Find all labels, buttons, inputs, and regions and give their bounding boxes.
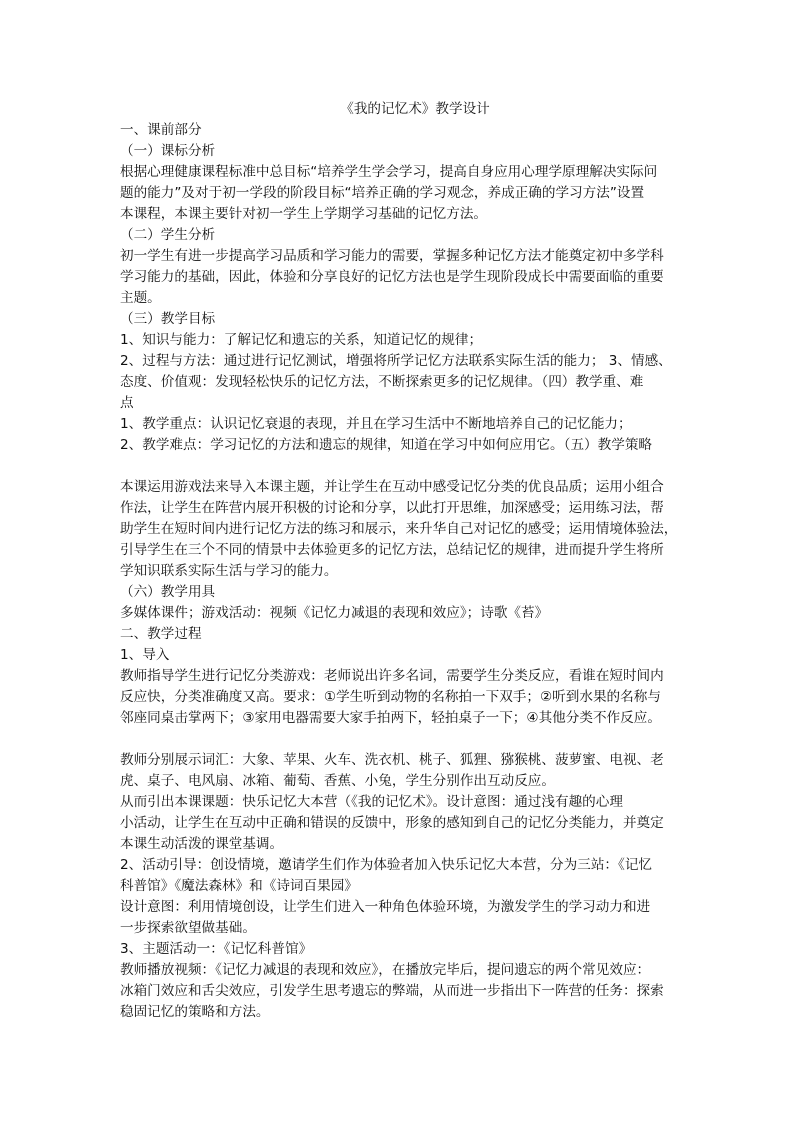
text-line: 多媒体课件；游戏活动：视频《记忆力减退的表现和效应》；诗歌《苔》 bbox=[120, 605, 549, 621]
text-line: 稳固记忆的策略和方法。 bbox=[120, 1004, 270, 1020]
text-line: 题的能力”及对于初一学段的阶段目标“培养正确的学习观念，养成正确的学习方法”设置 bbox=[120, 185, 645, 201]
text-line: 冰箱门效应和舌尖效应，引发学生思考遗忘的弊端，从而进一步指出下一阵营的任务：探索 bbox=[120, 983, 664, 999]
text-line: 主题。 bbox=[120, 290, 161, 306]
text-line: 根据心理健康课程标准中总目标“培养学生学会学习，提高自身应用心理学原理解决实际问 bbox=[120, 164, 658, 180]
document-body bbox=[120, 120, 680, 1023]
text-line: 教师指导学生进行记忆分类游戏：老师说出许多名词，需要学生分类反应，看谁在短时间内 bbox=[120, 668, 664, 684]
text-line: 学知识联系实际生活与学习的能力。 bbox=[120, 563, 338, 579]
text-line: 2、过程与方法：通过进行记忆测试，增强将所学记忆方法联系实际生活的能力； 3、情感、 bbox=[120, 353, 672, 369]
text-line: 虎、桌子、电风扇、冰箱、葡萄、香蕉、小兔，学生分别作出互动反应。 bbox=[120, 773, 555, 789]
text-line: 教师播放视频：《记忆力减退的表现和效应》，在播放完毕后，提问遗忘的两个常见效应： bbox=[120, 962, 651, 978]
text-line: 助学生在短时间内进行记忆方法的练习和展示，来升华自己对记忆的感受；运用情境体验法， bbox=[120, 521, 678, 537]
text-line: （六）教学用具 bbox=[120, 584, 216, 600]
blank-line bbox=[120, 729, 680, 750]
document-title: 《我的记忆术》教学设计 bbox=[340, 101, 490, 117]
text-line: 态度、价值观：发现轻松快乐的记忆方法，不断探索更多的记忆规律。（四）教学重、难 bbox=[120, 374, 644, 390]
text-line: 点 bbox=[120, 395, 134, 411]
text-line: 1、教学重点：认识记忆衰退的表现，并且在学习生活中不断地培养自己的记忆能力； bbox=[120, 416, 632, 432]
text-line: 2、活动引导：创设情境，邀请学生们作为体验者加入快乐记忆大本营，分为三站：《记忆 bbox=[120, 857, 653, 873]
text-line: 2、教学难点：学习记忆的方法和遗忘的规律，知道在学习中如何应用它。（五）教学策略 bbox=[120, 437, 653, 453]
text-line: 设计意图：利用情境创设，让学生们进入一种角色体验环境，为激发学生的学习动力和进 bbox=[120, 899, 651, 915]
text-line: 一步探索欲望做基础。 bbox=[120, 920, 256, 936]
blank-line bbox=[120, 456, 680, 477]
text-line: 1、知识与能力：了解记忆和遗忘的关系，知道记忆的规律； bbox=[120, 332, 483, 348]
text-line: 本课运用游戏法来导入本课主题，并让学生在互动中感受记忆分类的优良品质；运用小组合 bbox=[120, 479, 664, 495]
text-line: 一、课前部分 bbox=[120, 122, 202, 138]
text-line: 邻座同桌击掌两下；③家用电器需要大家手拍两下，轻拍桌子一下；④其他分类不作反应。 bbox=[120, 710, 661, 726]
text-line: 3、主题活动一：《记忆科普馆》 bbox=[120, 941, 313, 957]
text-line: 学习能力的基础，因此，体验和分享良好的记忆方法也是学生现阶段成长中需要面临的重要 bbox=[120, 269, 664, 285]
text-line: 二、教学过程 bbox=[120, 626, 202, 642]
text-line: 1、导入 bbox=[120, 647, 170, 663]
text-line: 科普馆》《魔法森林》和《诗词百果园》 bbox=[120, 878, 358, 894]
text-line: （一）课标分析 bbox=[120, 143, 216, 159]
text-line: 小活动，让学生在互动中正确和错误的反馈中，形象的感知到自己的记忆分类能力，并奠定 bbox=[120, 815, 664, 831]
text-line: 从而引出本课课题：快乐记忆大本营（《我的记忆术》。设计意图：通过浅有趣的心理 bbox=[120, 794, 623, 810]
text-line: 本课程，本课主要针对初一学生上学期学习基础的记忆方法。 bbox=[120, 206, 488, 222]
text-line: 反应快，分类准确度又高。要求：①学生听到动物的名称拍一下双手；②听到水果的名称与 bbox=[120, 689, 661, 705]
text-line: （二）学生分析 bbox=[120, 227, 216, 243]
text-line: 教师分别展示词汇：大象、苹果、火车、洗衣机、桃子、狐狸、猕猴桃、菠萝蜜、电视、老 bbox=[120, 752, 664, 768]
text-line: 作法，让学生在阵营内展开积极的讨论和分享，以此打开思维，加深感受；运用练习法，帮 bbox=[120, 500, 664, 516]
document-page bbox=[120, 99, 680, 1023]
text-line: （三）教学目标 bbox=[120, 311, 216, 327]
text-line: 引导学生在三个不同的情景中去体验更多的记忆方法，总结记忆的规律，进而提升学生将所 bbox=[120, 542, 664, 558]
text-line: 初一学生有进一步提高学习品质和学习能力的需要，掌握多种记忆方法才能奠定初中多学科 bbox=[120, 248, 664, 264]
text-line: 本课生动活泼的课堂基调。 bbox=[120, 836, 284, 852]
